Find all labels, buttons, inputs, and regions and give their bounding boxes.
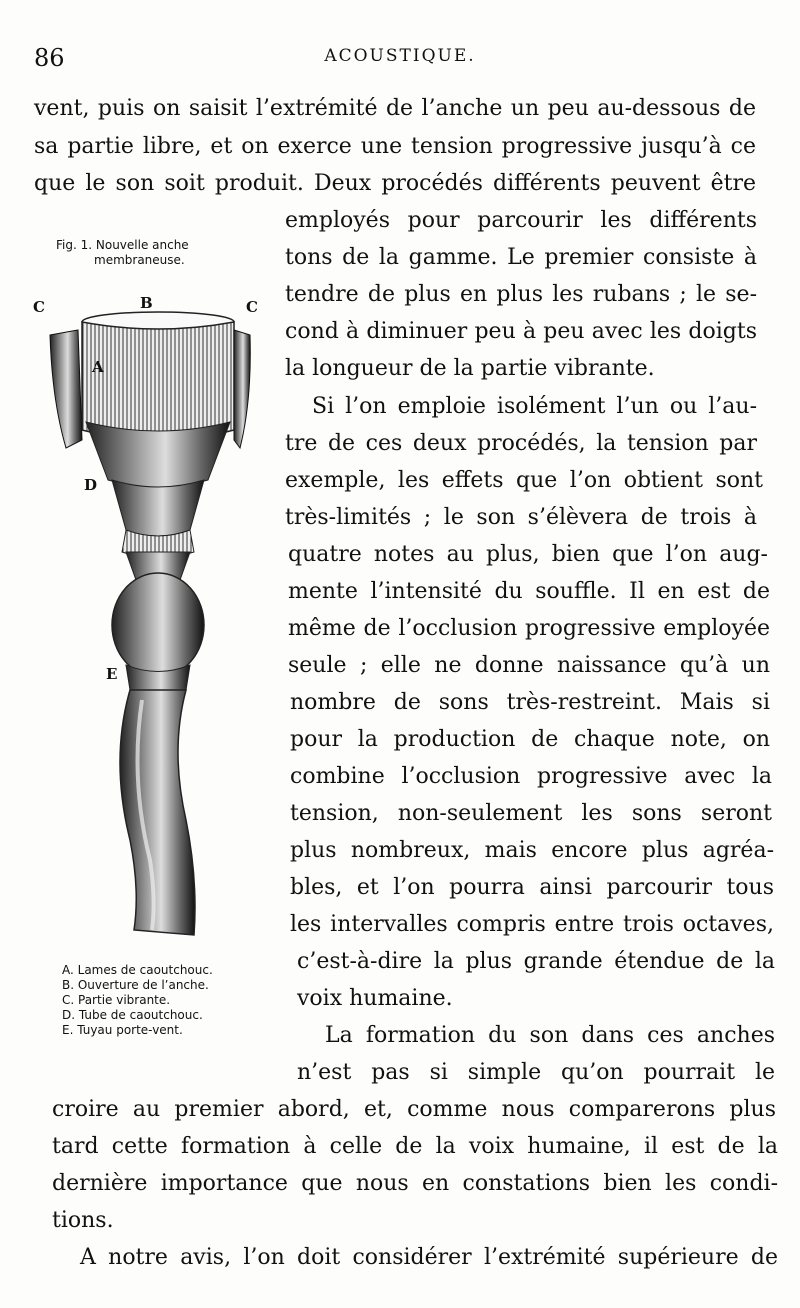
label-c-left: C: [33, 298, 45, 316]
text-line-2: sa partie libre, et on exerce une tension progressive jusqu’à ce: [34, 134, 756, 159]
text-line-16: seule ; elle ne donne naissance qu’à un: [288, 653, 770, 678]
text-line-30: dernière importance que nous en constations bien les condi-: [52, 1171, 778, 1196]
text-line-25: voix humaine.: [297, 986, 453, 1011]
label-c-right: C: [246, 298, 258, 316]
figure-caption-line2: membraneuse.: [94, 253, 185, 267]
legend-item-c: C. Partie vibrante.: [62, 993, 171, 1007]
text-line-27: n’est pas si simple qu’on pourrait le: [297, 1060, 775, 1085]
text-line-23: les intervalles compris entre trois octaves,: [290, 912, 774, 937]
text-line-17: nombre de sons très-restreint. Mais si: [290, 690, 770, 715]
text-line-32: A notre avis, l’on doit considérer l’extrémité supérieure de: [80, 1245, 778, 1270]
legend-item-b: B. Ouverture de l’anche.: [62, 978, 209, 992]
text-line-4: employés pour parcourir les différents: [285, 208, 757, 233]
text-line-20: tension, non-seulement les sons seront: [290, 801, 772, 826]
text-line-8: la longueur de la partie vibrante.: [285, 356, 655, 381]
text-line-31: tions.: [52, 1208, 114, 1233]
text-line-29: tard cette formation à celle de la voix humaine, il est de la: [52, 1134, 778, 1159]
legend-item-a: A. Lames de caoutchouc.: [62, 963, 213, 977]
label-e: E: [106, 665, 118, 683]
text-line-28: croire au premier abord, et, comme nous comparerons plus: [52, 1097, 776, 1122]
text-line-10: tre de ces deux procédés, la tension par: [285, 431, 757, 456]
figure-caption-line1: Fig. 1. Nouvelle anche: [56, 238, 189, 252]
text-line-19: combine l’occlusion progressive avec la: [290, 764, 772, 789]
text-line-1: vent, puis on saisit l’extrémité de l’anche un peu au-dessous de: [34, 96, 756, 121]
text-line-9: Si l’on emploie isolément l’un ou l’au-: [312, 394, 757, 419]
label-b: B: [140, 294, 153, 312]
text-line-21: plus nombreux, mais encore plus agréa-: [290, 838, 774, 863]
figure-legend: [62, 963, 213, 1038]
text-line-3: que le son soit produit. Deux procédés différents peuvent être: [34, 171, 756, 196]
text-line-24: c’est-à-dire la plus grande étendue de la: [297, 949, 775, 974]
label-a: A: [92, 358, 104, 376]
reed-drawing: [30, 280, 270, 950]
reed-illustration: [30, 280, 270, 950]
text-line-22: bles, et l’on pourra ainsi parcourir tous: [290, 875, 774, 900]
label-d: D: [84, 476, 98, 494]
text-line-7: cond à diminuer peu à peu avec les doigts: [285, 319, 757, 344]
text-line-15: même de l’occlusion progressive employée: [288, 616, 770, 641]
text-line-18: pour la production de chaque note, on: [290, 727, 770, 752]
text-line-5: tons de la gamme. Le premier consiste à: [285, 245, 757, 270]
text-line-12: très-limités ; le son s’élèvera de trois à: [285, 505, 757, 530]
legend-item-e: E. Tuyau porte-vent.: [62, 1023, 183, 1037]
text-line-26: La formation du son dans ces anches: [325, 1023, 775, 1048]
text-line-13: quatre notes au plus, bien que l’on aug-: [288, 542, 768, 567]
legend-item-d: D. Tube de caoutchouc.: [62, 1008, 203, 1022]
running-head: ACOUSTIQUE.: [324, 46, 476, 66]
figure-caption: [56, 238, 189, 268]
page-number: 86: [34, 44, 65, 72]
text-line-6: tendre de plus en plus les rubans ; le se-: [285, 282, 757, 307]
text-line-11: exemple, les effets que l’on obtient sont: [285, 468, 763, 493]
text-line-14: mente l’intensité du souffle. Il en est de: [288, 579, 770, 604]
